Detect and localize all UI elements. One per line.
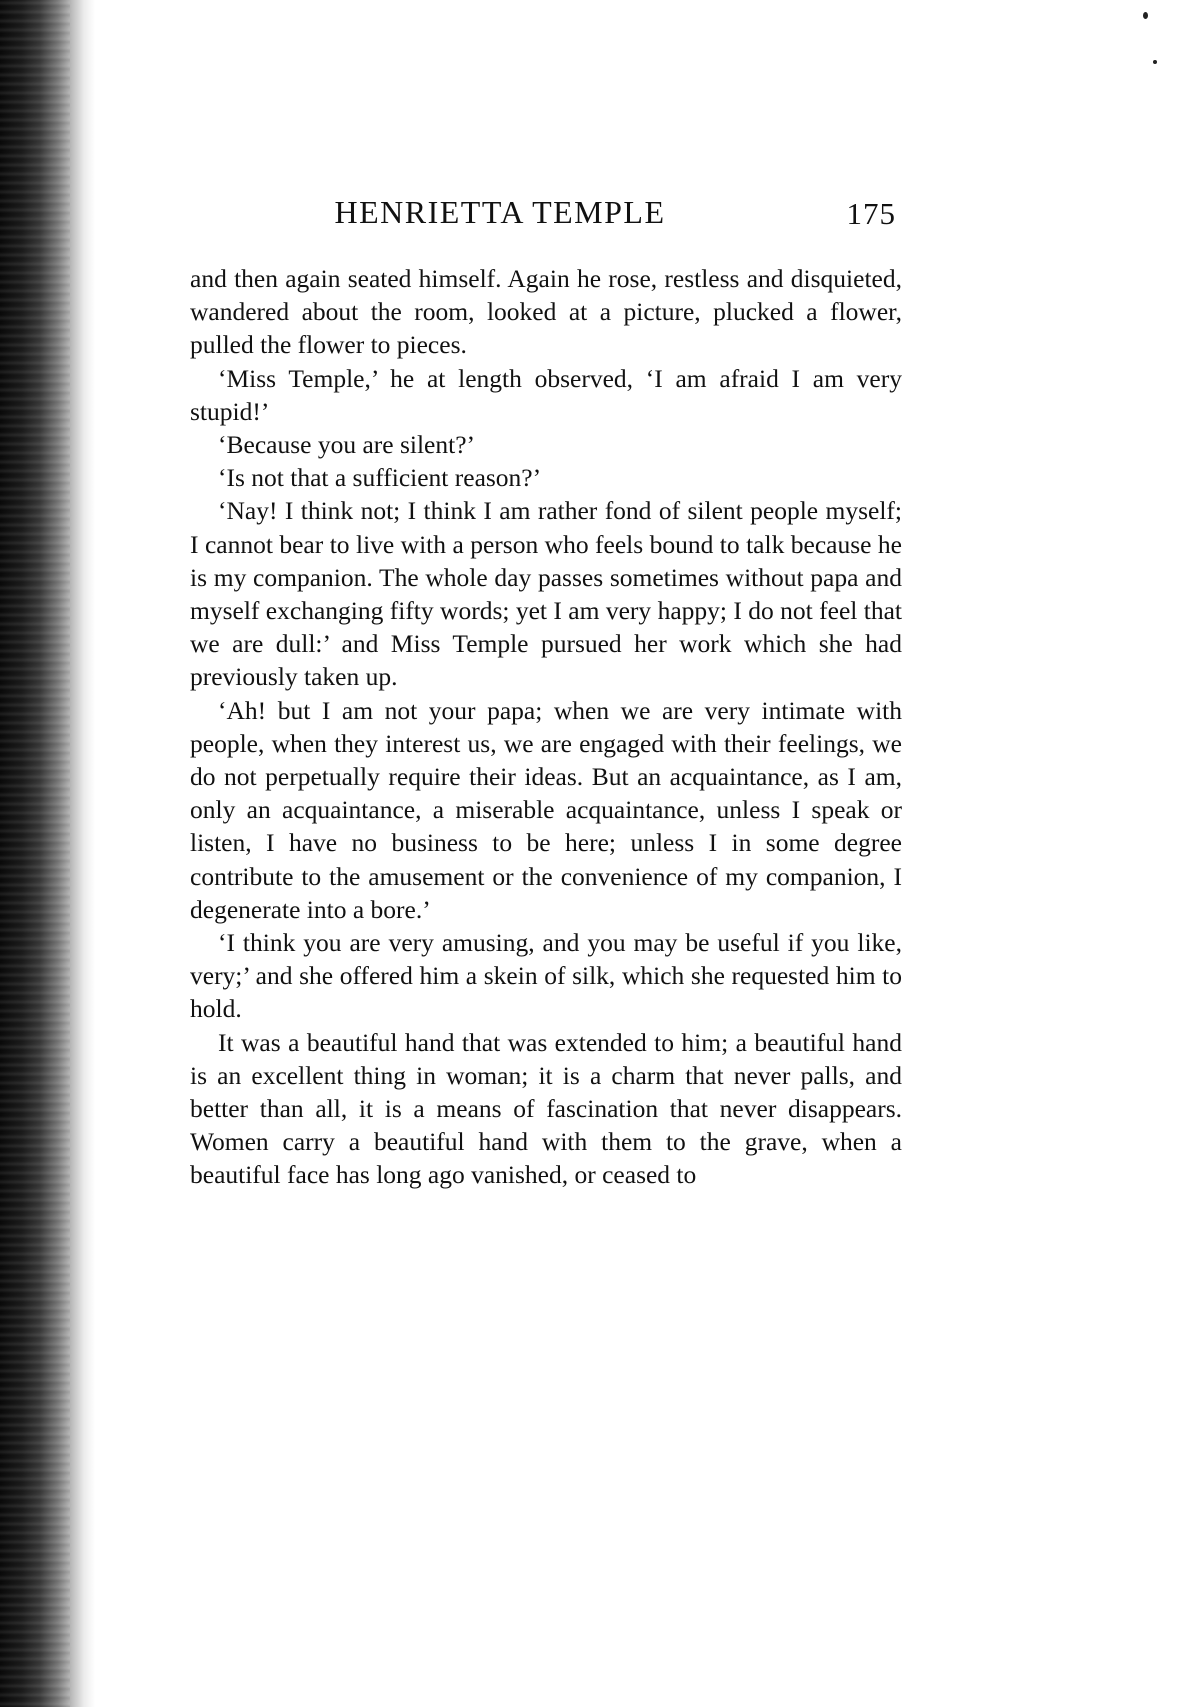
scan-speck	[1143, 12, 1148, 19]
paragraph: ‘Ah! but I am not your papa; when we are very intimate with people, when they interest us, we are engaged with their feelings, we do not perpetually require their ideas. But an acquaintance, as I am, only an acquaintance, a miserable acquaintance, unless I speak or listen, I have no business to be here; unless I in some degree contribute to the amusement or the convenience of my companion, I degenerate into a bore.’	[190, 695, 902, 924]
paragraph: ‘Miss Temple,’ he at length observed, ‘I am afraid I am very stupid!’	[190, 363, 902, 426]
page-header	[190, 194, 902, 238]
paragraph: ‘Nay! I think not; I think I am rather fond of silent people myself; I cannot bear to live with a person who feels bound to talk because he is my companion. The whole day passes sometimes without papa and myself exchanging fifty words; yet I am very happy; I do not feel that we are dull:’ and Miss Temple pursued her work which she had previously taken up.	[190, 496, 902, 692]
paragraph: ‘I think you are very amusing, and you may be useful if you like, very;’ and she offered him a skein of silk, which she requested him to hold.	[190, 928, 902, 1024]
scan-speck	[1153, 60, 1157, 64]
paragraph: ‘Is not that a sufficient reason?’	[218, 463, 542, 493]
paragraph: and then again seated himself. Again he rose, restless and disquieted, wandered about the room, looked at a picture, plucked a flower, pulled the flower to pieces.	[190, 264, 902, 360]
paragraph: ‘Because you are silent?’	[218, 430, 476, 460]
page-number: 175	[846, 196, 896, 231]
paragraph: It was a beautiful hand that was extended to him; a beautiful hand is an excellent thing in woman; it is a charm that never palls, and better than all, it is a means of fascination that never disappears. Women carry a beautiful hand with them to the grave, when a beautiful face has long ago vanished, or ceased to	[190, 1027, 902, 1190]
scan-gutter-shadow	[0, 0, 95, 1707]
running-title: HENRIETTA TEMPLE	[334, 194, 666, 230]
body-text	[190, 262, 902, 1192]
